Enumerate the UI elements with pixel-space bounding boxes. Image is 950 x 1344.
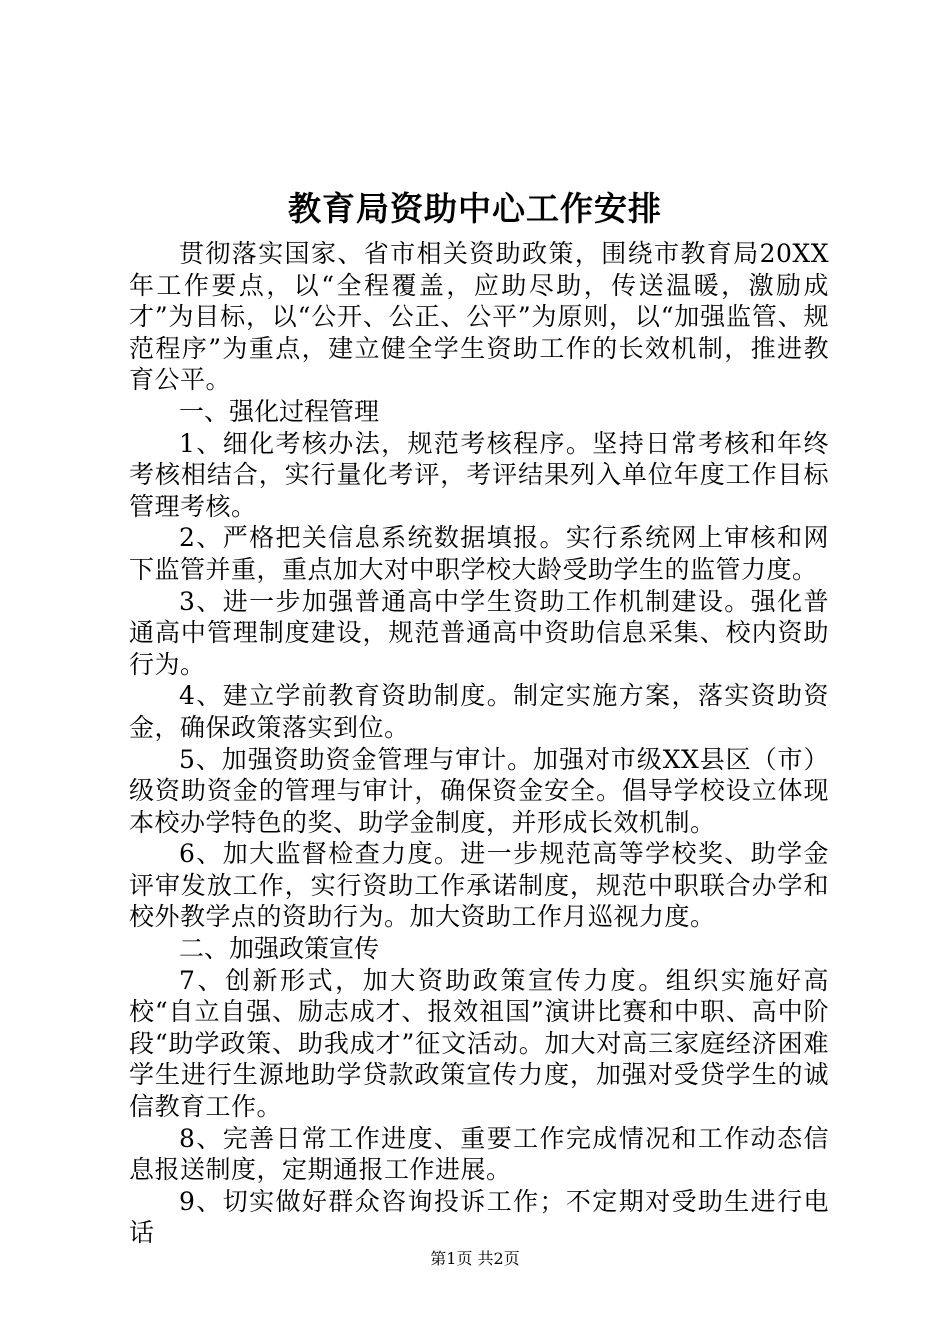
item-paragraph-8: 8、完善日常工作进度、重要工作完成情况和工作动态信息报送制度，定期通报工作进展。 (129, 1123, 829, 1185)
intro-paragraph: 贯彻落实国家、省市相关资助政策，围绕市教育局20XX年工作要点，以“全程覆盖，应助尽助，传送温暖，激励成才”为目标，以“公开、公正、公平”为原则，以“加强监管、规范程序”为重点，建立健全学生资助工作的长效机制，推进教育公平。 (129, 239, 829, 395)
document-title: 教育局资助中心工作安排 (288, 189, 662, 228)
section-heading-1: 一、强化过程管理 (179, 396, 380, 426)
item-paragraph-2: 2、严格把关信息系统数据填报。实行系统网上审核和网下监管并重，重点加大对中职学校大龄受助学生的监管力度。 (129, 523, 829, 584)
item-paragraph-9: 9、切实做好群众咨询投诉工作；不定期对受助生进行电话 (129, 1186, 829, 1248)
page-footer: 第1页 共2页 (430, 1249, 520, 1268)
item-paragraph-1: 1、细化考核办法，规范考核程序。坚持日常考核和年终考核相结合，实行量化考评，考评结果列入单位年度工作目标管理考核。 (129, 428, 829, 521)
item-paragraph-7: 7、创新形式，加大资助政策宣传力度。组织实施好高校“自立自强、励志成才、报效祖国”演讲比赛和中职、高中阶段“助学政策、助我成才”征文活动。加大对高三家庭经济困难学生进行生源地助学贷款政策宣传力度，加强对受贷学生的诚信教育工作。 (129, 965, 829, 1122)
item-paragraph-3: 3、进一步加强普通高中学生资助工作机制建设。强化普通高中管理制度建设，规范普通高中资助信息采集、校内资助行为。 (129, 586, 829, 679)
document-body (129, 238, 829, 1249)
item-paragraph-5: 5、加强资助资金管理与审计。加强对市级XX县区（市）级资助资金的管理与审计，确保资金安全。倡导学校设立体现本校办学特色的奖、助学金制度，并形成长效机制。 (129, 744, 829, 837)
section-heading-2: 二、加强政策宣传 (179, 934, 380, 964)
item-paragraph-6: 6、加大监督检查力度。进一步规范高等学校奖、助学金评审发放工作，实行资助工作承诺制度，规范中职联合办学和校外教学点的资助行为。加大资助工作月巡视力度。 (129, 839, 829, 932)
item-paragraph-4: 4、建立学前教育资助制度。制定实施方案，落实资助资金，确保政策落实到位。 (129, 681, 829, 742)
